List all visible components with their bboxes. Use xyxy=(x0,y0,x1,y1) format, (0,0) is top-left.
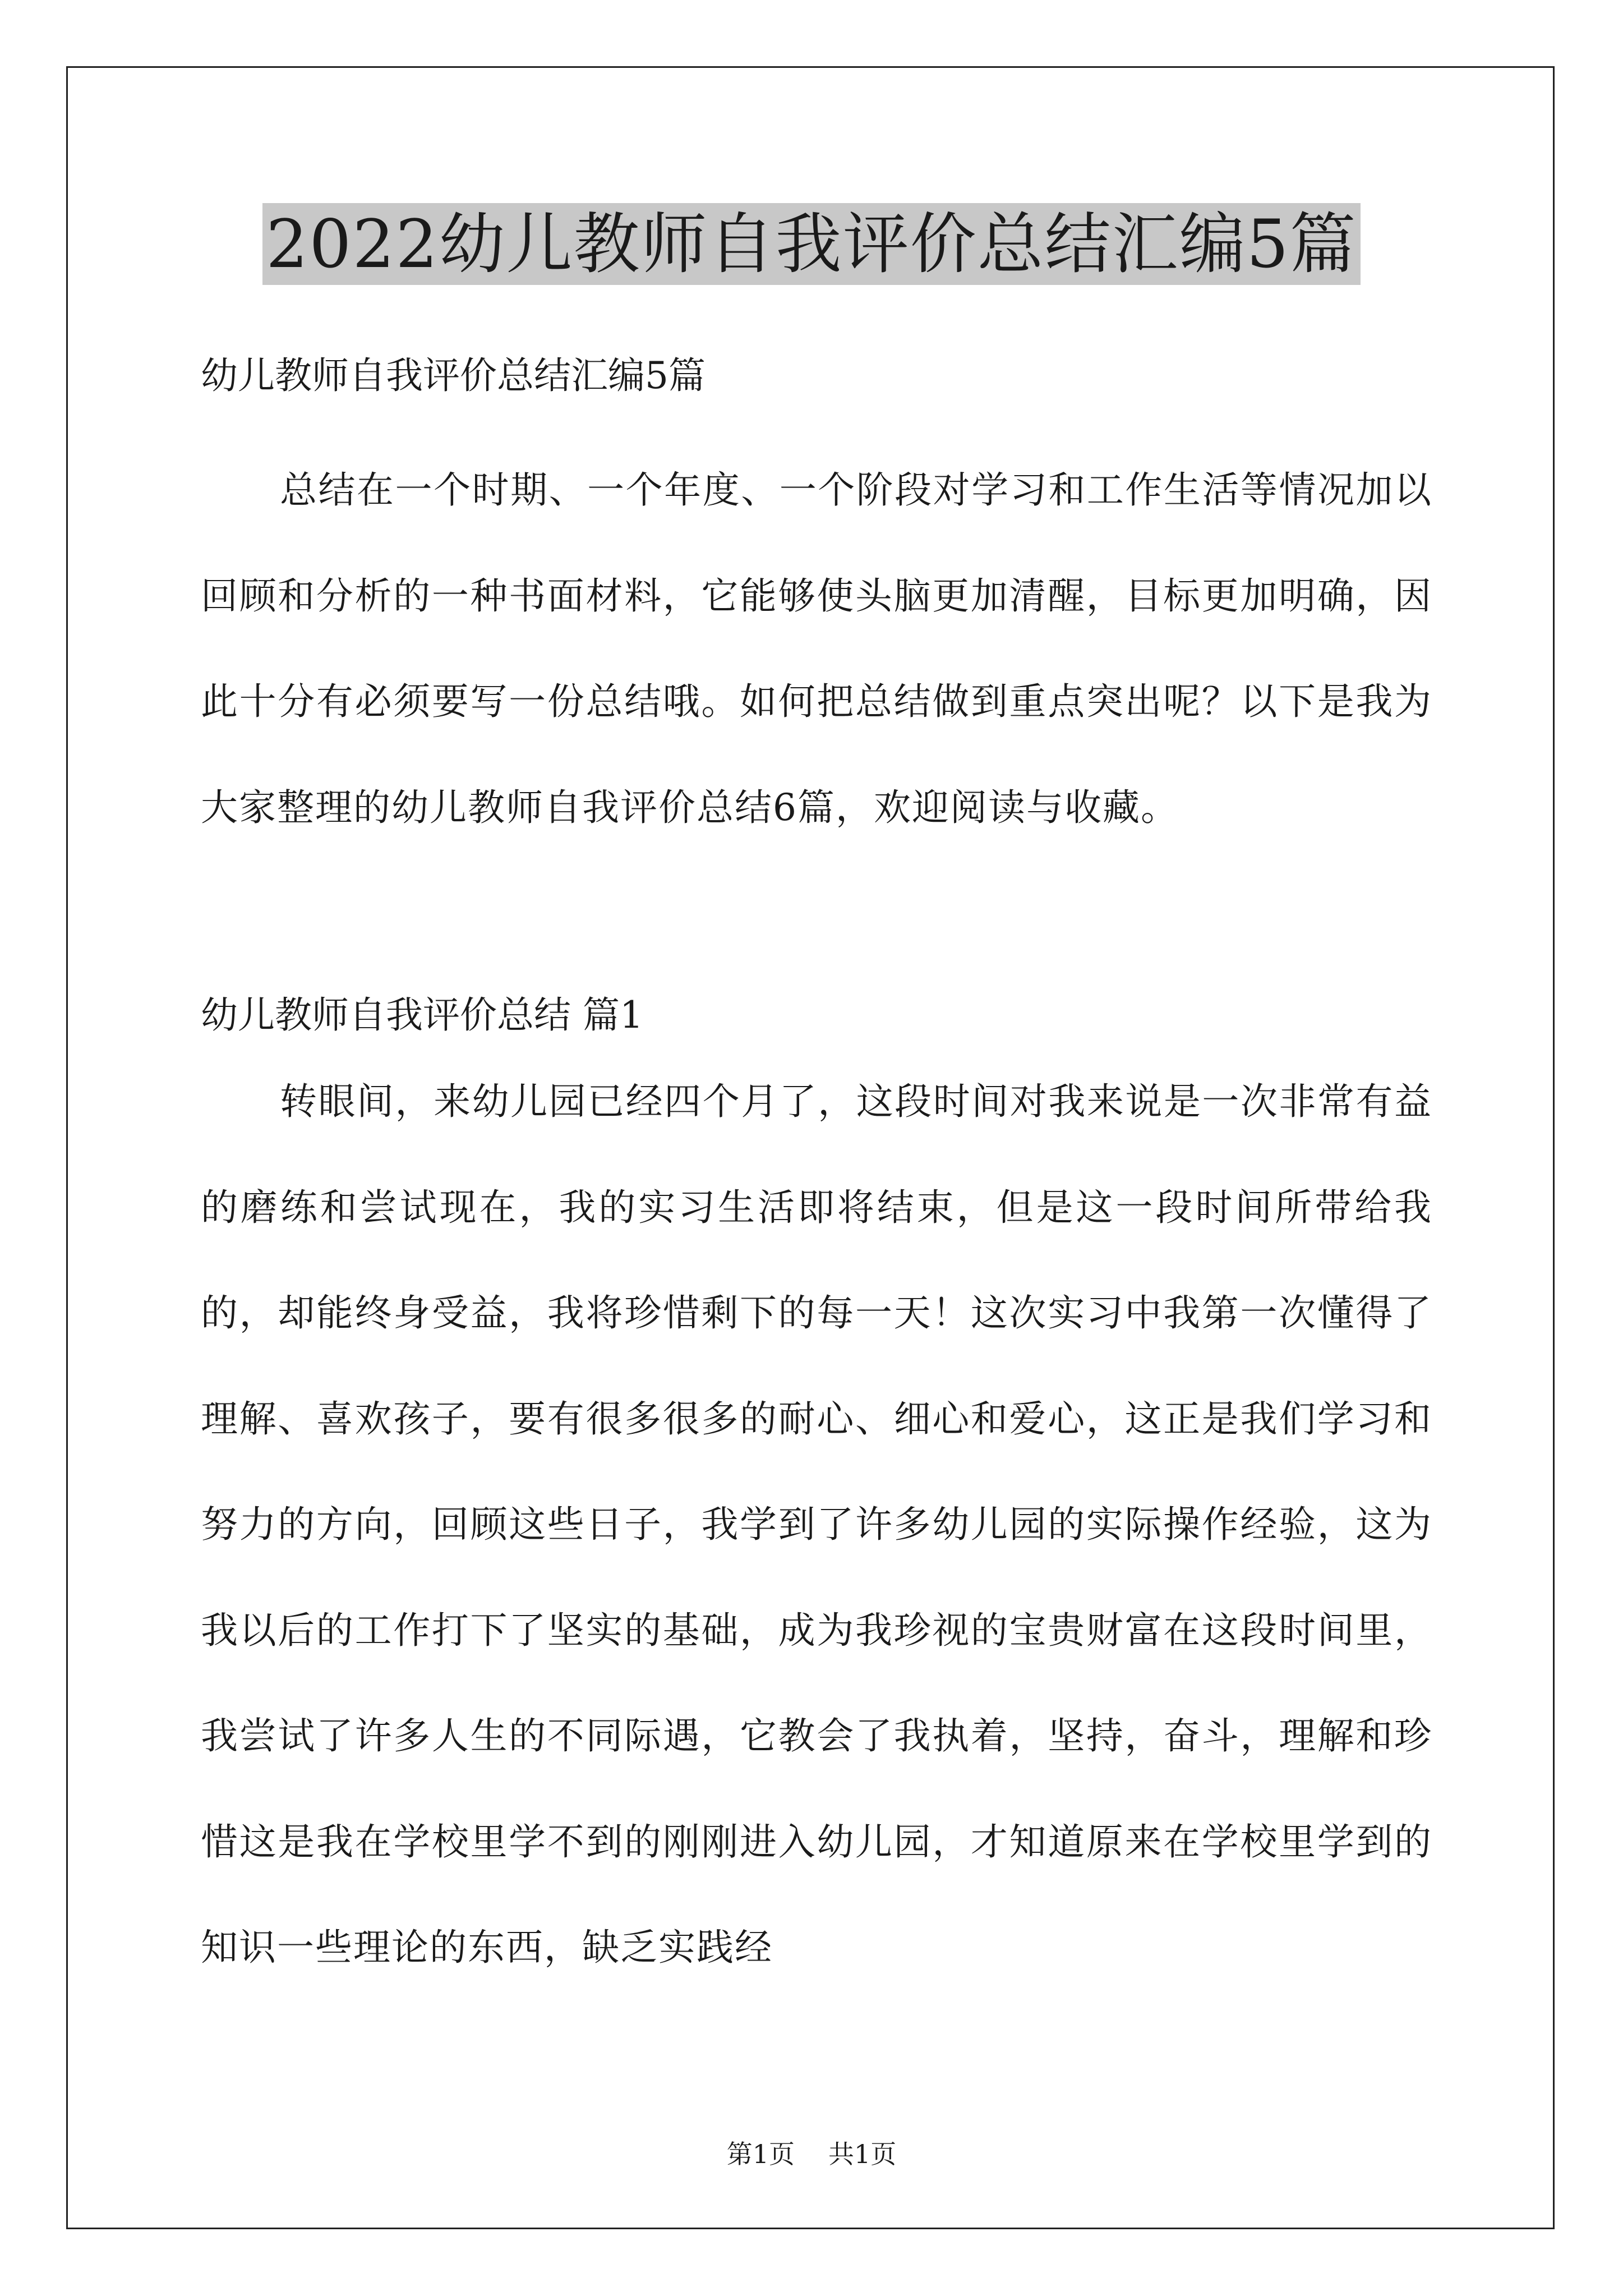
intro-paragraph: 总结在一个时期、一个年度、一个阶段对学习和工作生活等情况加以回顾和分析的一种书面材料，它能够使头脑更加清醒，目标更加明确，因此十分有必须要写一份总结哦。如何把总结做到重点突出呢？以下是我为大家整理的幼儿教师自我评价总结6篇，欢迎阅读与收藏。 xyxy=(201,468,1432,829)
document-title-text: 2022幼儿教师自我评价总结汇编5篇 xyxy=(262,203,1360,285)
section-paragraph: 转眼间，来幼儿园已经四个月了，这段时间对我来说是一次非常有益的磨练和尝试现在，我的实习生活即将结束，但是这一段时间所带给我的，却能终身受益，我将珍惜剩下的每一天！这次实习中我第一次懂得了理解、喜欢孩子，要有很多很多的耐心、细心和爱心，这正是我们学习和努力的方向，回顾这些日子，我学到了许多幼儿园的实际操作经验，这为我以后的工作打下了坚实的基础，成为我珍视的宝贵财富在这段时间里，我尝试了许多人生的不同际遇，它教会了我执着，坚持，奋斗，理解和珍惜这是我在学校里学不到的刚刚进入幼儿园，才知道原来在学校里学到的知识一些理论的东西，缺乏实践经 xyxy=(201,1080,1432,1969)
document-title xyxy=(0,202,1623,286)
page-number-total: 共1页 xyxy=(828,2139,897,2169)
page-number-current: 第1页 xyxy=(726,2139,795,2169)
page-footer xyxy=(0,2137,1623,2171)
document-subtitle: 幼儿教师自我评价总结汇编5篇 xyxy=(201,354,706,397)
section-heading: 幼儿教师自我评价总结 篇1 xyxy=(201,993,643,1037)
